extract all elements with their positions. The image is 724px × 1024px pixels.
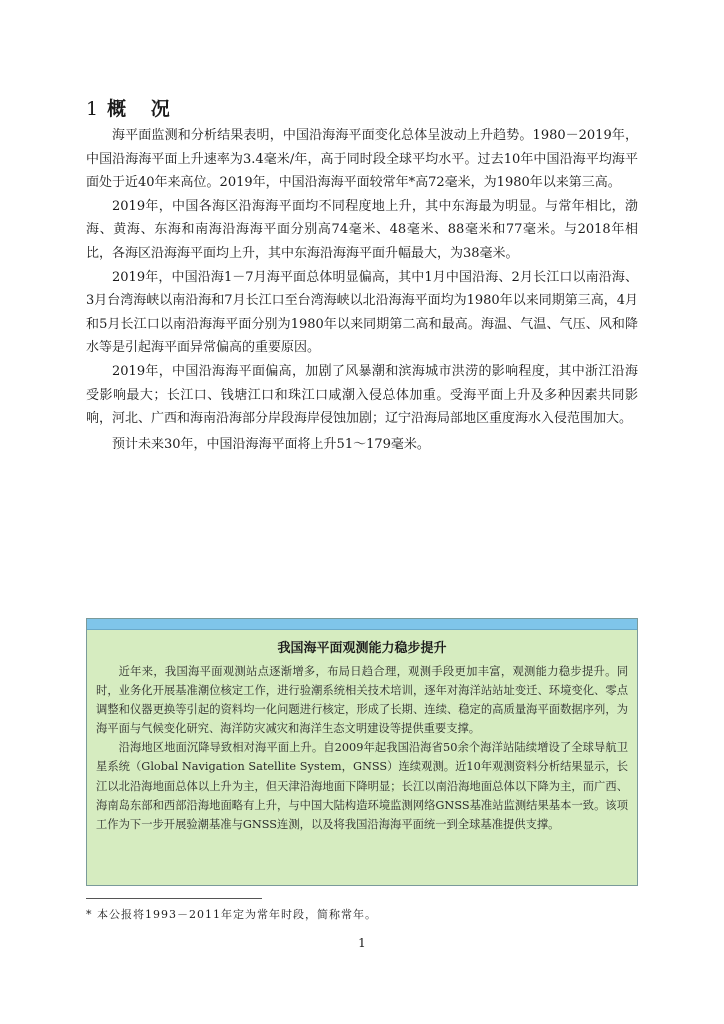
footnote: * 本公报将1993－2011年定为常年时段，简称常年。	[86, 908, 377, 921]
section-number: 1	[86, 98, 100, 120]
paragraph: 2019年，中国沿海海平面偏高，加剧了风暴潮和滨海城市洪涝的影响程度，其中浙江沿海受影响最大；长江口、钱塘江口和珠江口咸潮入侵总体加重。受海平面上升及多种因素共同影响，河北、广西和海南沿海部分岸段海岸侵蚀加剧；辽宁沿海局部地区重度海水入侵范围加大。	[86, 363, 638, 427]
paragraph: 海平面监测和分析结果表明，中国沿海海平面变化总体呈波动上升趋势。1980－2019年，中国沿海海平面上升速率为3.4毫米/年，高于同时段全球平均水平。过去10年中国沿海平均海平面处于近40年来高位。2019年，中国沿海海平面较常年*高72毫米，为1980年以来第三高。	[86, 128, 638, 191]
paragraph: 预计未来30年，中国沿海海平面将上升51～179毫米。	[112, 436, 430, 452]
footnote-rule	[86, 898, 262, 899]
info-box-paragraph: 近年来，我国海平面观测站点逐渐增多，布局日趋合理，观测手段更加丰富，观测能力稳步提升。同时，业务化开展基准潮位核定工作，进行验潮系统相关技术培训，逐年对海洋站站址变迁、环境变化、零点调整和仪器更换等引起的资料均一化问题进行核定，形成了长期、连续、稳定的高质量海平面数据序列，为海平面与气候变化研究、海洋防灾减灾和海洋生态文明建设等提供重要支撑。	[96, 665, 628, 736]
info-box-paragraph: 沿海地区地面沉降导致相对海平面上升。自2009年起我国沿海省50余个海洋站陆续增设了全球导航卫星系统（Global Navigation Satellite System，GNSS）连续观测。近10年观测资料分析结果显示，长江以北沿海地面总体以上升为主，但天津沿海地面下降明显；长江以南沿海地面总体以下降为主，而广西、海南岛东部和西部沿海地面略有上升，与中国大陆构造环境监测网络GNSS基准站监测结果基本一致。该项工作为下一步开展验潮基准与GNSS连测，以及将我国沿海海平面统一到全球基准提供支撑。	[96, 741, 628, 831]
page-number: 1	[358, 936, 366, 950]
info-box-title: 我国海平面观测能力稳步提升	[277, 641, 447, 656]
section-title: 概 况	[107, 98, 179, 120]
section-heading	[86, 94, 179, 121]
paragraph: 2019年，中国沿海1－7月海平面总体明显偏高，其中1月中国沿海、2月长江口以南沿海、3月台湾海峡以南沿海和7月长江口至台湾海峡以北沿海海平面均为1980年以来同期第三高，4月和5月长江口以南沿海海平面分别为1980年以来同期第二高和最高。海温、气温、气压、风和降水等是引起海平面异常偏高的重要原因。	[86, 269, 638, 356]
info-box-text	[96, 662, 628, 834]
paragraph: 2019年，中国各海区沿海海平面均不同程度地上升，其中东海最为明显。与常年相比，渤海、黄海、东海和南海沿海海平面分别高74毫米、48毫米、88毫米和77毫米。与2018年相比，各海区沿海海平面均上升，其中东海沿海海平面升幅最大，为38毫米。	[86, 198, 638, 261]
info-box	[86, 618, 638, 886]
info-box-header-band	[87, 619, 637, 630]
body-text	[86, 124, 638, 456]
